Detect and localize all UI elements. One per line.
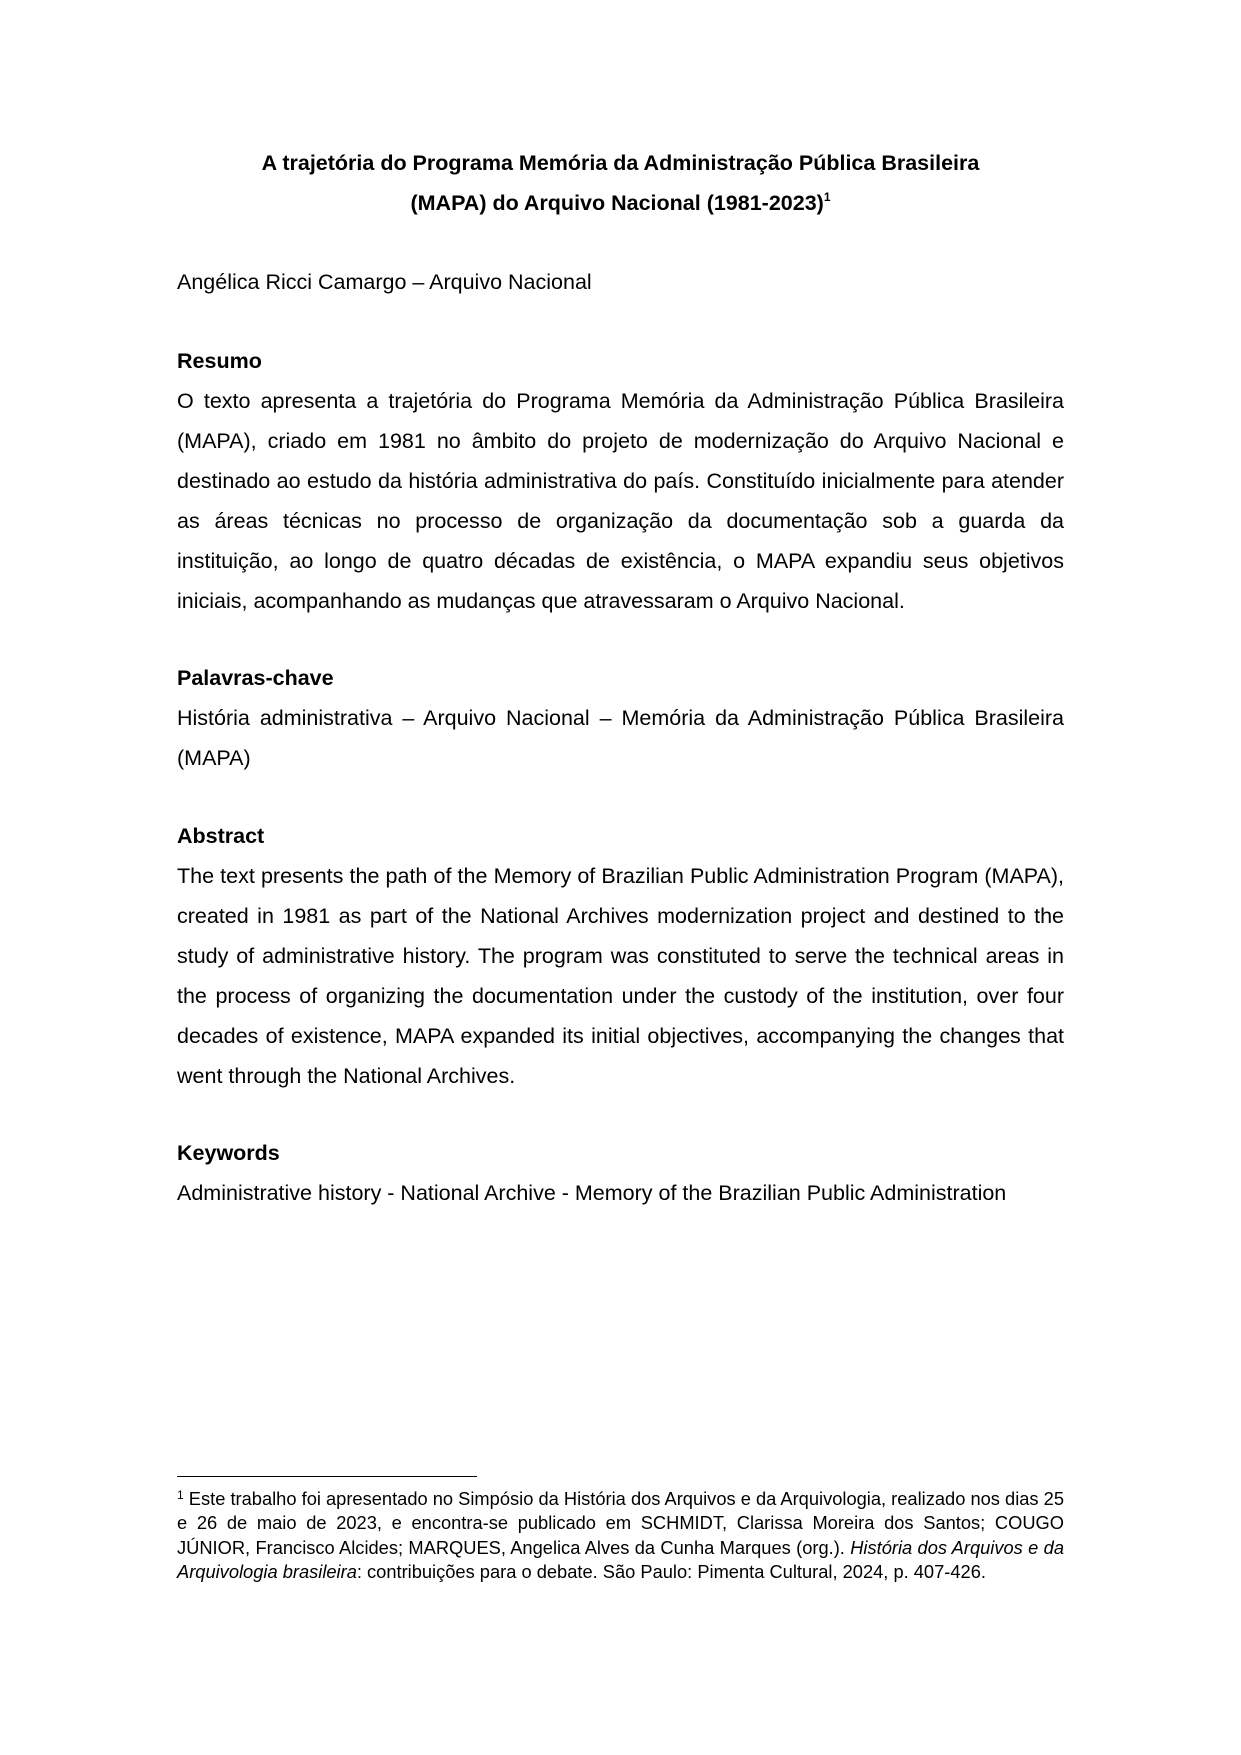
footnote — [177, 1487, 1064, 1584]
abstract-heading: Abstract — [177, 824, 265, 848]
footnote-marker: 1 — [177, 1488, 184, 1502]
keywords-heading: Keywords — [177, 1141, 280, 1165]
palavras-chave-heading: Palavras-chave — [177, 666, 334, 690]
title-footnote-marker[interactable]: 1 — [823, 190, 831, 204]
paper-title — [177, 143, 1064, 223]
resumo-section — [177, 341, 1064, 621]
resumo-text: O texto apresenta a trajetória do Programa Memória da Administração Pública Brasileira (MAPA), criado em 1981 no âmbito do projeto de modernização do Arquivo Nacional e destinado ao estudo da história administrativa do país. Constituído inicialmente para atender as áreas técnicas no processo de organização da documentação sob a guarda da instituição, ao longo de quatro décadas de existência, o MAPA expandiu seus objetivos iniciais, acompanhando as mudanças que atravessaram o Arquivo Nacional. — [177, 389, 1064, 613]
footnote-separator — [177, 1476, 477, 1477]
paper-title-line-2: (MAPA) do Arquivo Nacional (1981-2023) — [410, 191, 824, 215]
palavras-chave-section — [177, 658, 1064, 778]
palavras-chave-text: História administrativa – Arquivo Nacional – Memória da Administração Pública Brasileira (MAPA) — [177, 706, 1064, 770]
paper-title-line-1: A trajetória do Programa Memória da Administração Pública Brasileira — [261, 151, 980, 175]
resumo-heading: Resumo — [177, 349, 262, 373]
author-affiliation: Angélica Ricci Camargo – Arquivo Nacional — [177, 270, 592, 294]
abstract-text: The text presents the path of the Memory of Brazilian Public Administration Program (MAPA), created in 1981 as part of the National Archives modernization project and destined to the study of administrative history. The program was constituted to serve the technical areas in the process of organizing the documentation under the custody of the institution, over four decades of existence, MAPA expanded its initial objectives, accompanying the changes that went through the National Archives. — [177, 864, 1064, 1088]
keywords-section — [177, 1133, 1064, 1213]
footnote-text-after: : contribuições para o debate. São Paulo: Pimenta Cultural, 2024, p. 407-426. — [356, 1560, 986, 1582]
abstract-section — [177, 816, 1064, 1096]
keywords-text: Administrative history - National Archive - Memory of the Brazilian Public Administration — [177, 1181, 1007, 1205]
footnote-text-before: Este trabalho foi apresentado no Simpósio da História dos Arquivos e da Arquivologia, realizado nos dias 25 e 26 de maio de 2023, e encontra-se publicado em SCHMIDT, Clarissa Moreira dos Santos; COUGO JÚNIOR, Francisco Alcides; MARQUES, Angelica Alves da Cunha Marques (org.). — [177, 1488, 1064, 1558]
footnote-book-title: História dos Arquivos e da Arquivologia brasileira — [177, 1536, 1064, 1582]
